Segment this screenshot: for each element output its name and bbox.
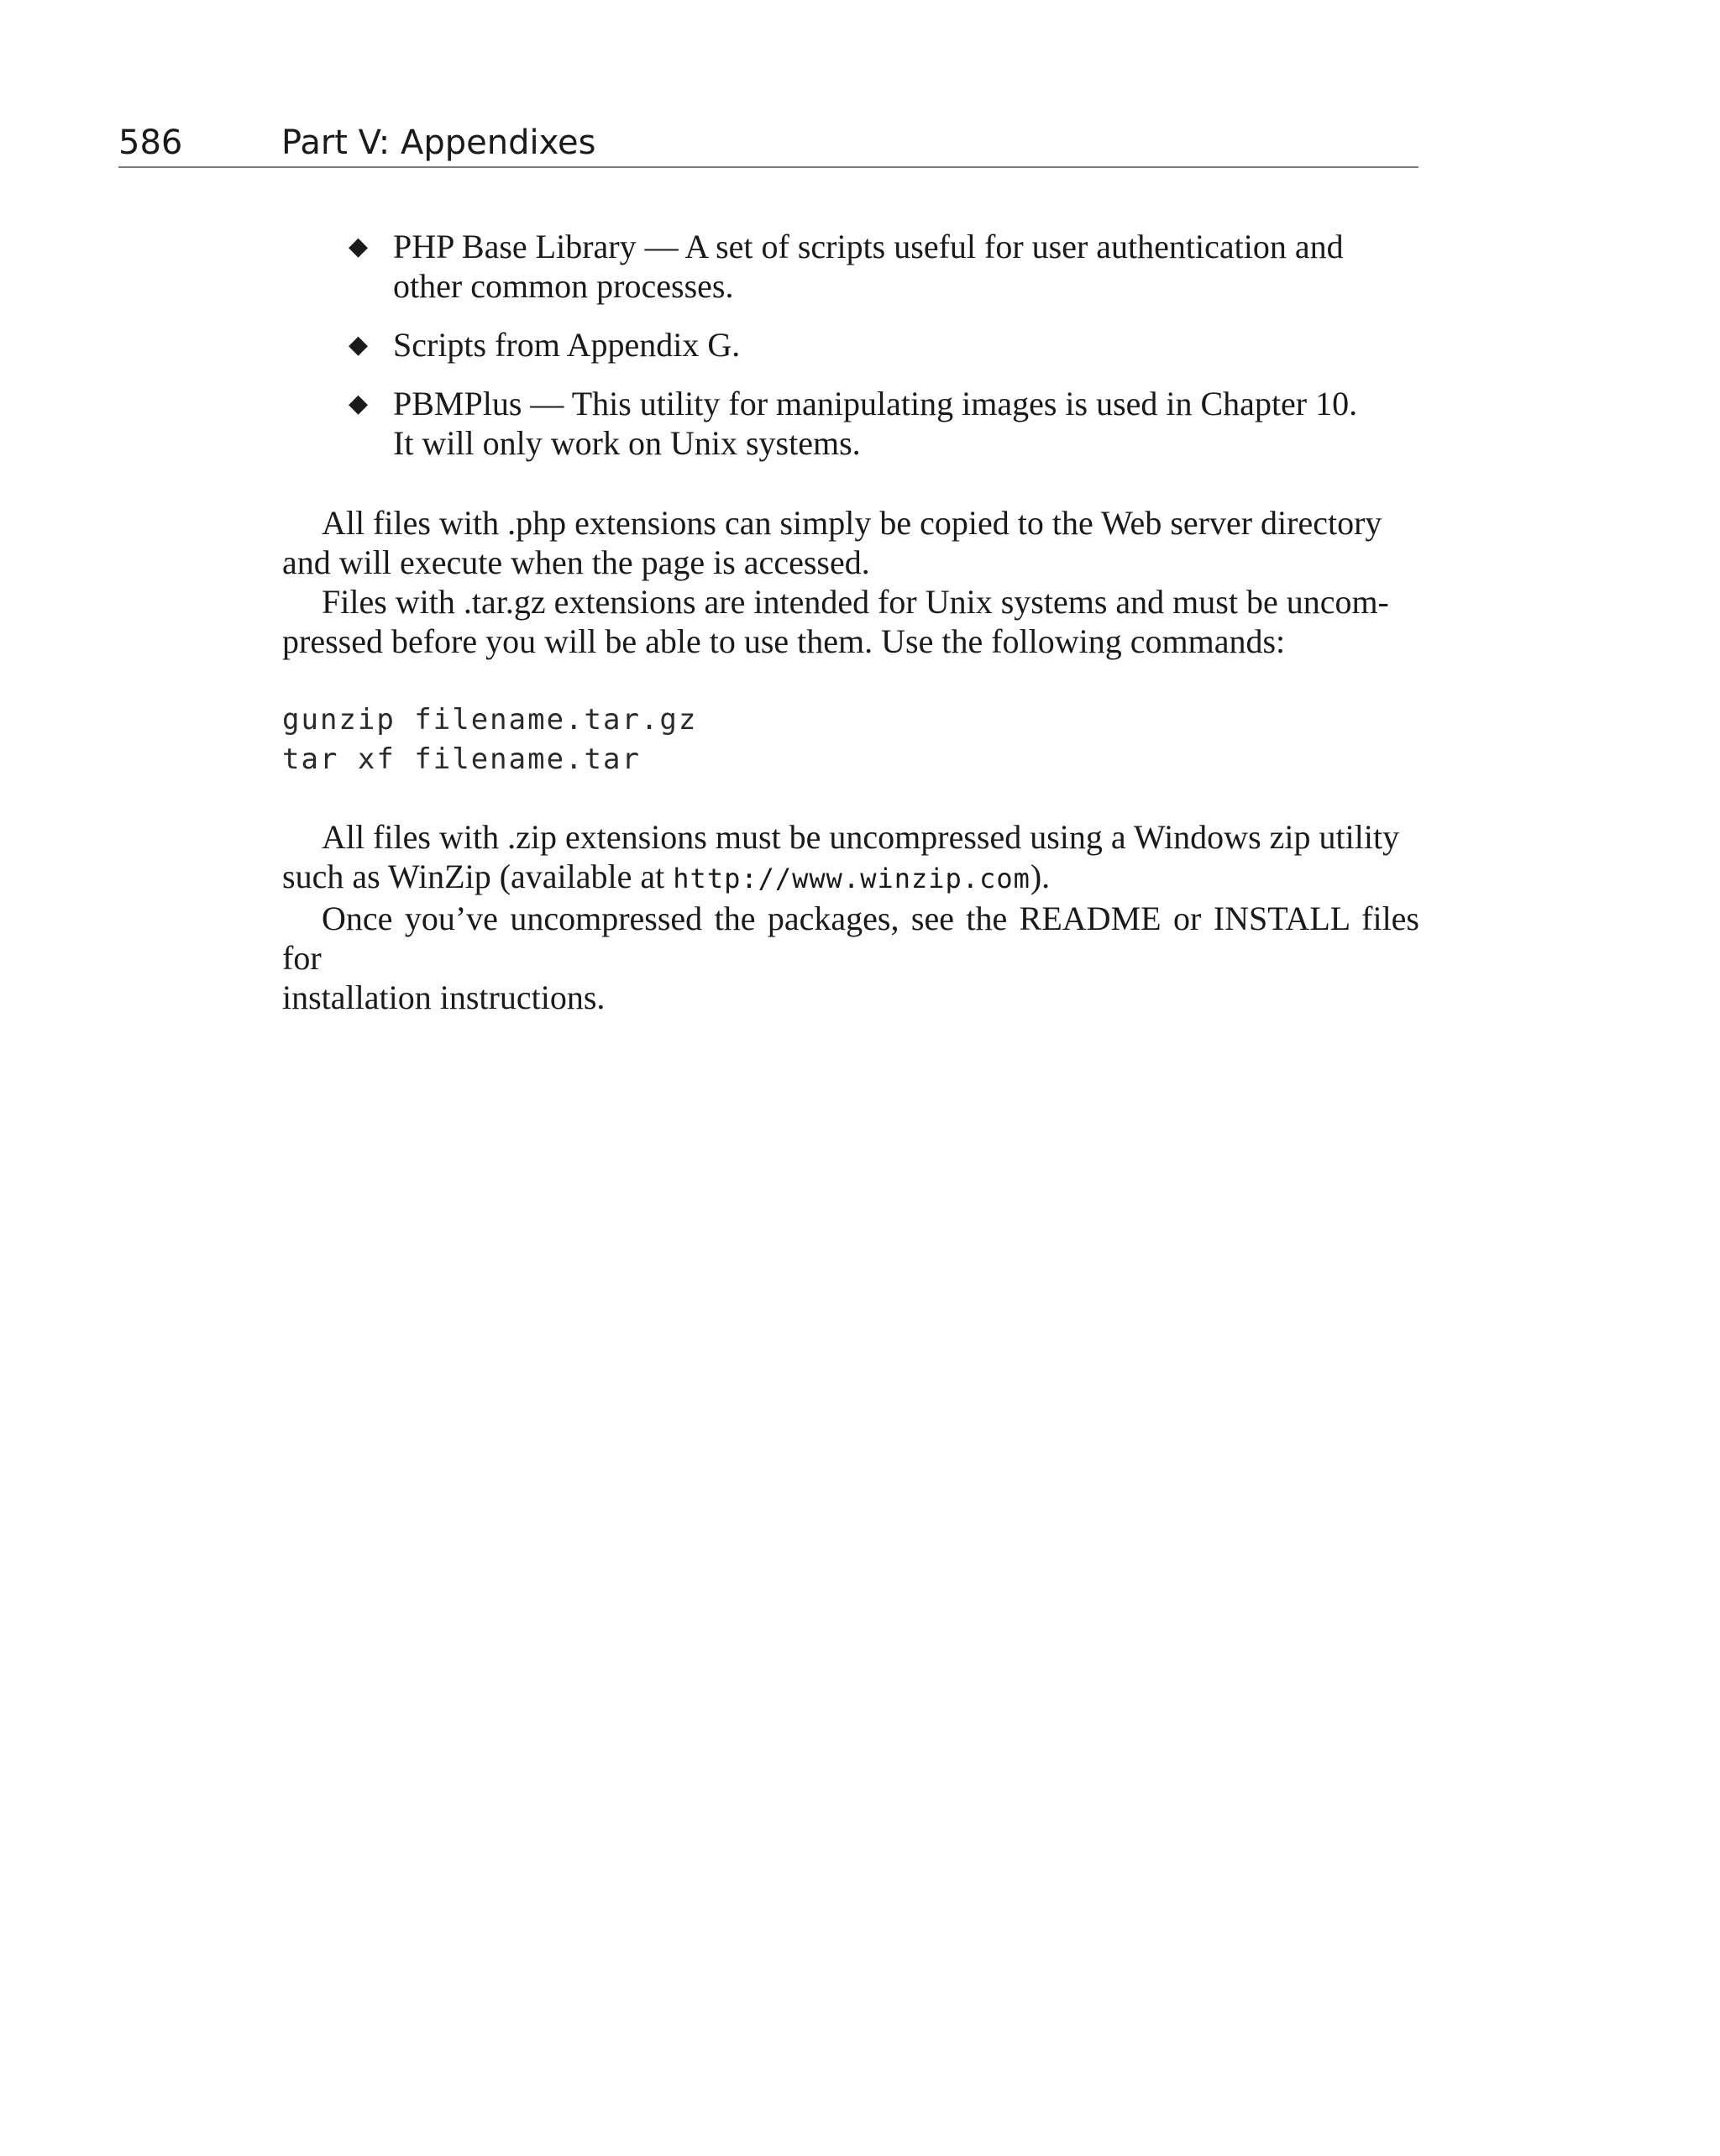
bullet-text-line: It will only work on Unix systems. [393, 424, 861, 462]
body-paragraphs-bottom [282, 817, 1419, 1017]
diamond-bullet-icon: ◆ [349, 330, 369, 359]
paragraph-line: installation instructions. [282, 978, 606, 1016]
paragraph-line: pressed before you will be able to use them. Use the following commands: [282, 622, 1286, 660]
body-paragraphs-top [282, 503, 1419, 661]
list-item [347, 384, 1439, 463]
paragraph-line: Once you’ve uncompressed the packages, see the README or INSTALL files for [282, 900, 1419, 977]
page-number: 586 [118, 123, 183, 162]
list-item [347, 227, 1439, 306]
code-line: gunzip filename.tar.gz [282, 703, 698, 737]
code-block [282, 700, 697, 779]
running-header [118, 116, 1418, 168]
diamond-bullet-icon: ◆ [349, 389, 369, 418]
part-title: Part V: Appendixes [281, 123, 596, 162]
paragraph-line: Files with .tar.gz extensions are intended for Unix systems and must be uncom- [322, 583, 1389, 621]
paragraph [282, 899, 1419, 1017]
list-item [347, 325, 1439, 365]
diamond-bullet-icon: ◆ [349, 232, 369, 261]
paragraph-text: ). [1030, 858, 1051, 895]
paragraph-line: All files with .zip extensions must be uncompressed using a Windows zip utility [322, 818, 1400, 856]
paragraph-line: All files with .php extensions can simply be copied to the Web server directory [322, 504, 1382, 542]
bullet-list [347, 227, 1439, 482]
paragraph-line: and will execute when the page is accessed. [282, 543, 870, 581]
bullet-text-line: PHP Base Library — A set of scripts useful for user authentication and [393, 228, 1344, 265]
code-line: tar xf filename.tar [282, 742, 641, 776]
paragraph [282, 817, 1419, 899]
bullet-text-line: PBMPlus — This utility for manipulating images is used in Chapter 10. [393, 385, 1358, 422]
paragraph [282, 582, 1419, 661]
paragraph [282, 503, 1419, 582]
bullet-text-line: other common processes. [393, 267, 734, 305]
paragraph-text: such as WinZip (available at [282, 858, 674, 895]
winzip-url-link[interactable]: http://www.winzip.com [673, 863, 1030, 894]
bullet-text-line: Scripts from Appendix G. [393, 326, 741, 364]
